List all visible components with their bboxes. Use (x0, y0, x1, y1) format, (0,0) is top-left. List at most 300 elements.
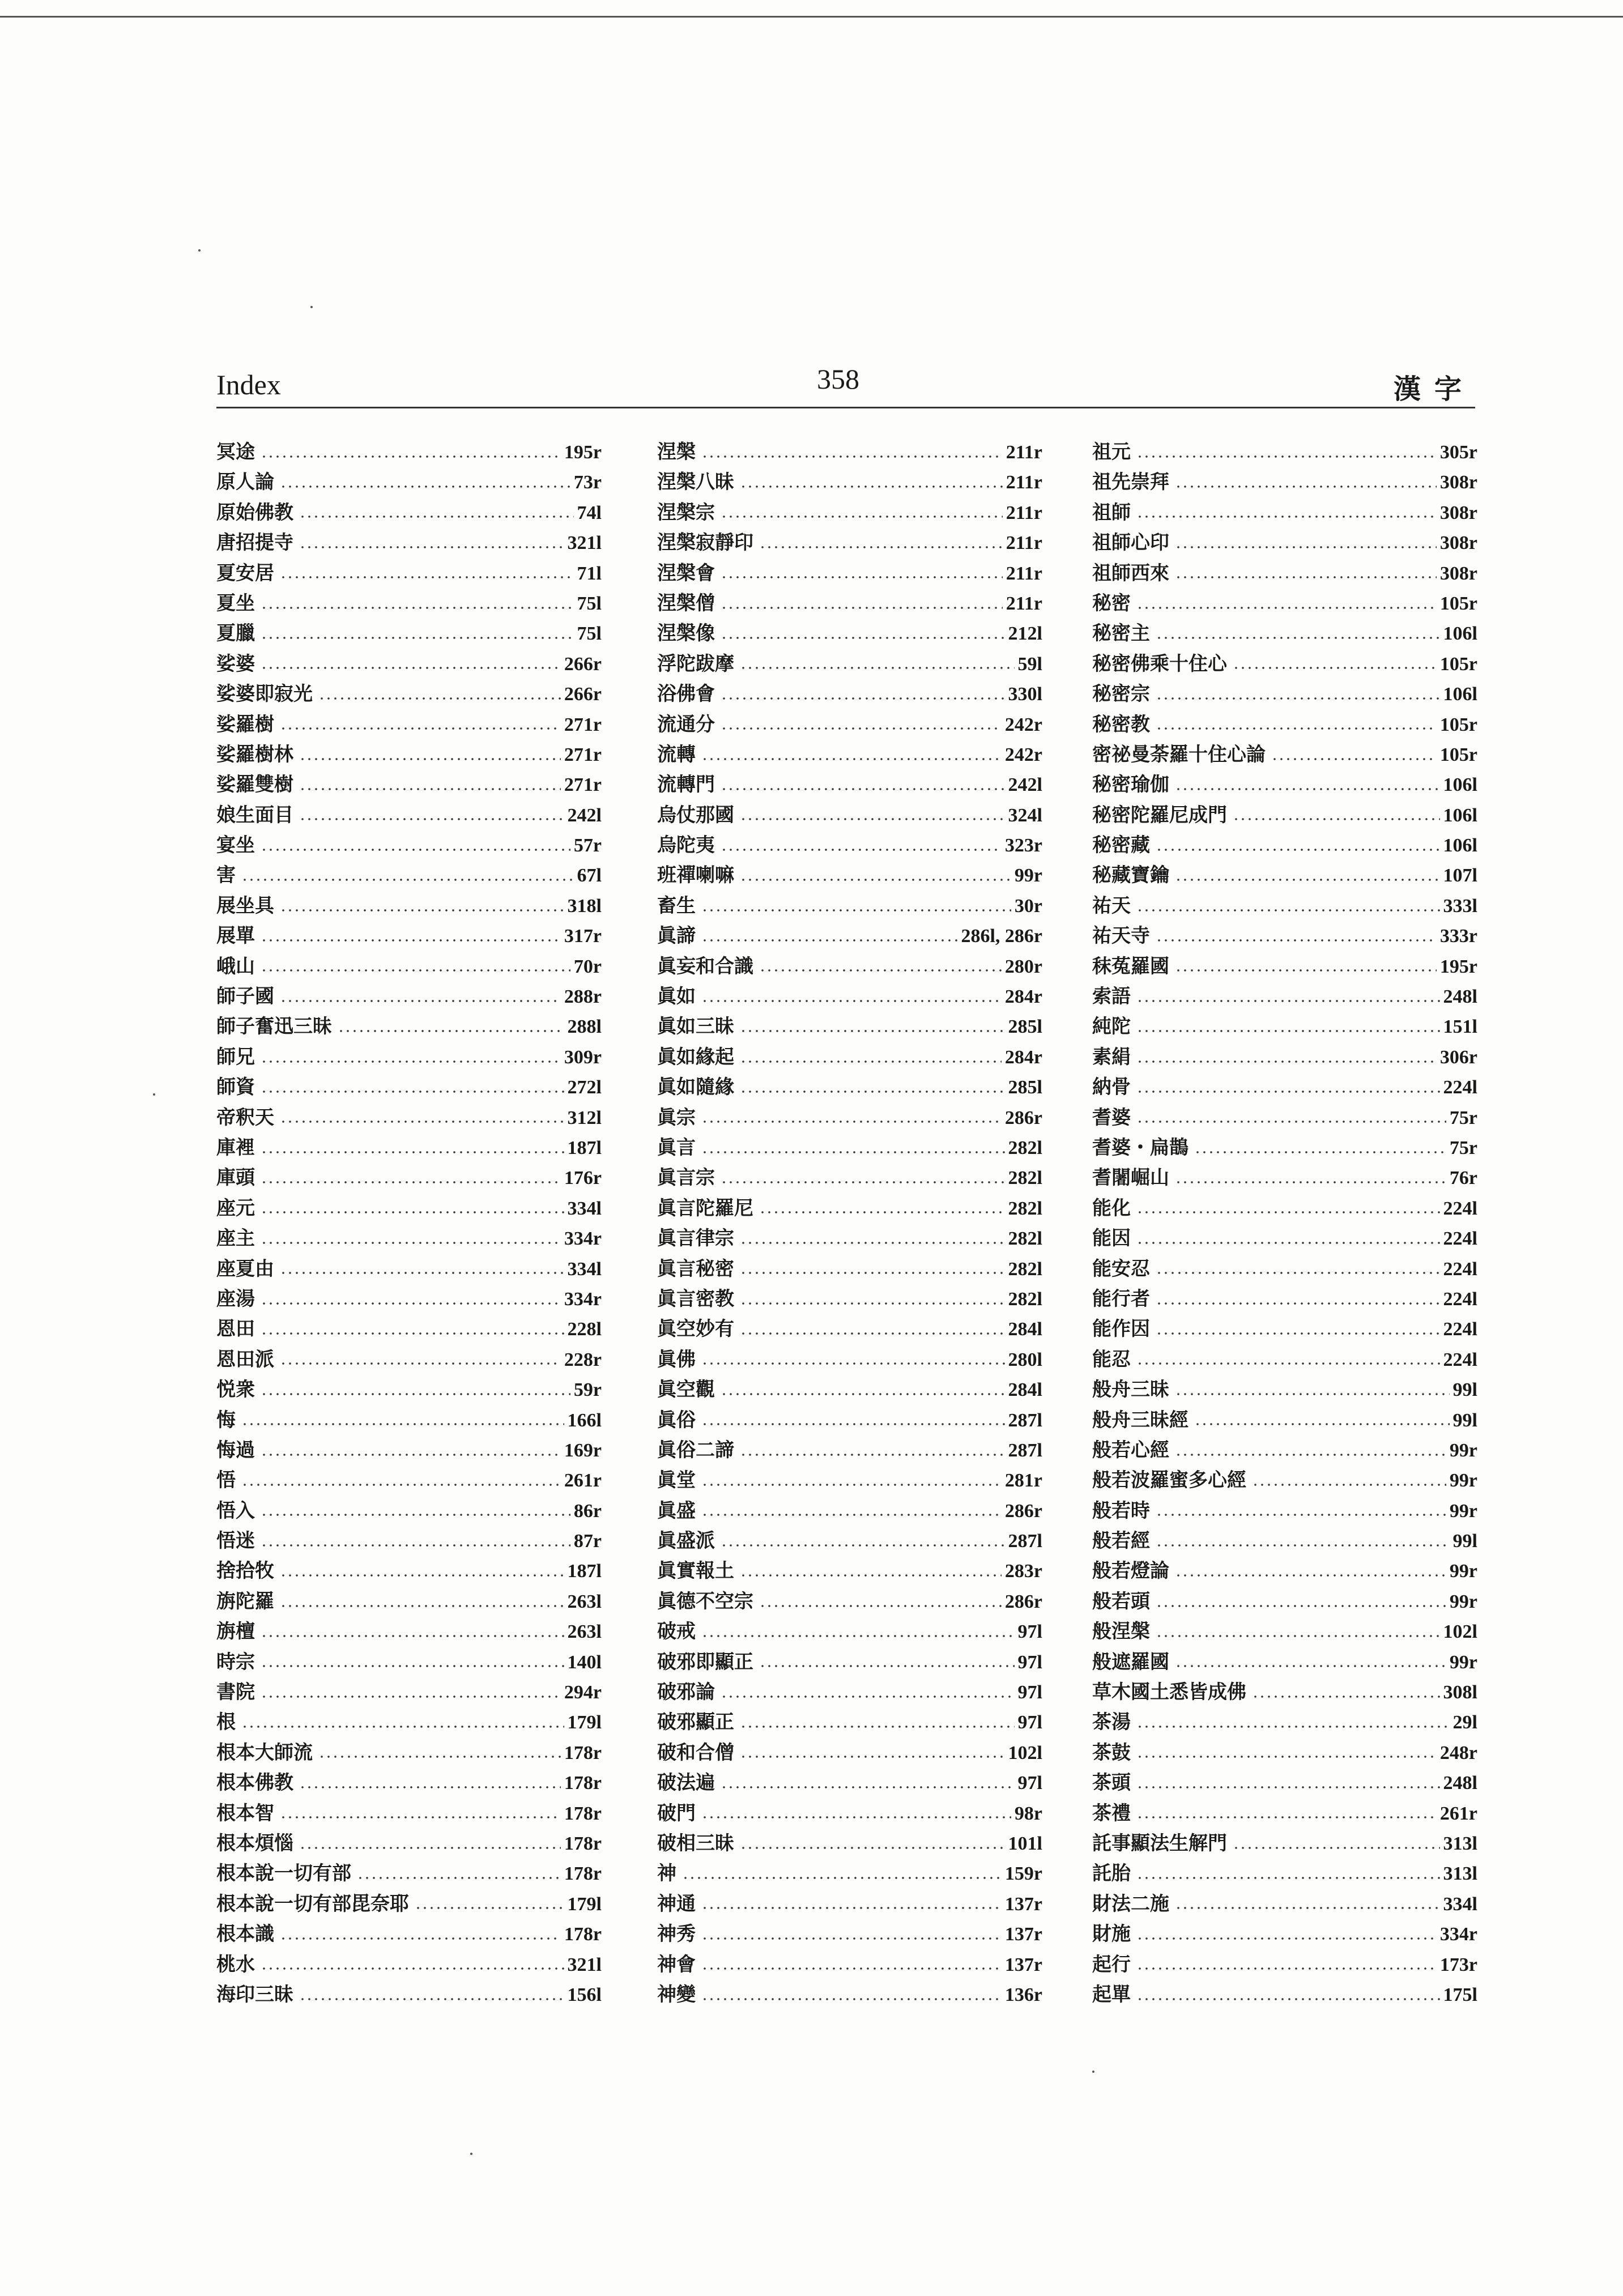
index-entry (657, 1707, 1042, 1737)
index-page-ref: 159r (1004, 1863, 1042, 1885)
dot-leader (1252, 1696, 1440, 1698)
index-term: 悦衆 (216, 1378, 255, 1402)
dot-leader (241, 1484, 561, 1486)
index-term: 破邪顯正 (657, 1711, 734, 1734)
index-term: 般舟三昧 (1092, 1378, 1169, 1402)
dot-leader (740, 1302, 1005, 1305)
index-column-3 (1092, 437, 1477, 2010)
index-term: 財法二施 (1092, 1892, 1169, 1915)
index-term: 班禪喇嘛 (657, 864, 734, 887)
index-entry (216, 861, 602, 891)
index-term: 師子奮迅三昧 (216, 1015, 332, 1038)
index-term: 起單 (1092, 1983, 1131, 2006)
dot-leader (1136, 1816, 1437, 1818)
index-entry (657, 589, 1042, 619)
index-term: 眞俗二諦 (657, 1438, 734, 1462)
index-page-ref: 266r (564, 653, 602, 675)
dot-leader (721, 516, 1003, 518)
dot-leader (299, 516, 574, 518)
dot-leader (721, 1181, 1005, 1183)
index-term: 耆婆・扁鵲 (1092, 1136, 1189, 1159)
dot-leader (1175, 788, 1440, 790)
index-entry (657, 1254, 1042, 1284)
index-term: 冥途 (216, 441, 255, 463)
dot-leader (740, 1030, 1005, 1032)
index-term: 茶頭 (1092, 1771, 1131, 1795)
dot-leader (280, 909, 564, 911)
index-term: 眞言宗 (657, 1166, 715, 1190)
dot-leader (299, 1998, 564, 2000)
dot-leader (701, 758, 1002, 760)
index-entry (657, 1556, 1042, 1586)
index-page-ref: 287l (1008, 1409, 1042, 1431)
index-entry (1092, 1587, 1477, 1617)
index-page-ref: 99r (1449, 1470, 1477, 1492)
index-term: 眞如三昧 (657, 1015, 734, 1038)
index-entry (216, 830, 602, 861)
index-term: 座元 (216, 1196, 255, 1220)
index-entry (1092, 1738, 1477, 1768)
index-entry (657, 861, 1042, 891)
dot-leader (1233, 1847, 1440, 1849)
index-page-ref: 306r (1439, 1046, 1477, 1068)
index-term: 夏坐 (216, 591, 255, 615)
dot-leader (261, 849, 570, 851)
index-term: 眞盛派 (657, 1530, 715, 1553)
index-entry (657, 1345, 1042, 1375)
dot-leader (1136, 1242, 1440, 1244)
index-term: 眞言秘密 (657, 1257, 734, 1280)
index-term: 根本佛教 (216, 1771, 293, 1795)
dot-leader (280, 1121, 564, 1123)
dot-leader (1136, 1967, 1437, 1970)
index-page-ref: 288l (567, 1016, 602, 1038)
index-term: 眞宗 (657, 1106, 696, 1129)
index-term: 娑羅樹林 (216, 743, 293, 766)
dot-leader (740, 1847, 1005, 1849)
index-page-ref: 286r (1004, 1591, 1042, 1612)
index-page-ref: 248l (1443, 986, 1477, 1008)
dot-leader (1175, 1574, 1446, 1577)
index-entry (657, 1405, 1042, 1435)
index-page-ref: 333r (1439, 926, 1477, 947)
index-term: 破法遍 (657, 1771, 715, 1795)
index-page-ref: 224l (1443, 1258, 1477, 1280)
index-term: 茶禮 (1092, 1801, 1131, 1825)
index-term: 唐招提寺 (216, 531, 293, 555)
index-page-ref: 211r (1006, 472, 1042, 493)
index-entry (657, 1012, 1042, 1042)
index-page-ref: 59r (573, 1379, 602, 1401)
index-entry (1092, 1647, 1477, 1677)
index-entry (1092, 1405, 1477, 1435)
index-term: 娘生面目 (216, 803, 293, 827)
index-term: 眞實報土 (657, 1560, 734, 1583)
index-page-ref: 140l (567, 1651, 602, 1673)
index-term: 般若心經 (1092, 1438, 1169, 1462)
index-entry (657, 1284, 1042, 1314)
index-term: 根 (216, 1711, 236, 1734)
index-entry (216, 770, 602, 800)
dot-leader (701, 1816, 1011, 1818)
dot-leader (280, 1937, 561, 1940)
index-term: 捨拾牧 (216, 1560, 274, 1583)
dot-leader (261, 1091, 564, 1093)
index-entry (216, 952, 602, 982)
index-entry (657, 891, 1042, 921)
dot-leader (261, 1393, 570, 1395)
index-entry (1092, 1768, 1477, 1798)
index-entry (1092, 740, 1477, 770)
index-term: 娑羅樹 (216, 713, 274, 736)
index-page-ref: 282l (1008, 1228, 1042, 1250)
dot-leader (721, 697, 1005, 700)
index-page-ref: 102l (1008, 1742, 1042, 1763)
index-entry (657, 649, 1042, 679)
index-term: 庫裡 (216, 1136, 255, 1159)
dot-leader (701, 455, 1003, 458)
index-entry (657, 1133, 1042, 1163)
index-page-ref: 323r (1004, 835, 1042, 857)
index-entry (657, 1072, 1042, 1102)
index-page-ref: 312l (567, 1107, 602, 1128)
index-page-ref: 284l (1008, 1379, 1042, 1401)
index-entry (657, 467, 1042, 497)
dot-leader (701, 909, 1011, 911)
dot-leader (701, 1635, 1015, 1637)
index-entry (657, 528, 1042, 558)
index-page-ref: 74l (577, 502, 602, 523)
dot-leader (701, 1484, 1002, 1486)
index-term: 師子國 (216, 985, 274, 1008)
index-term: 祐天 (1092, 894, 1131, 917)
index-entry (657, 437, 1042, 467)
index-term: 破和合僧 (657, 1741, 734, 1764)
index-entry (216, 1345, 602, 1375)
index-term: 神 (657, 1862, 676, 1885)
index-term: 原始佛教 (216, 501, 293, 524)
index-page-ref: 29l (1452, 1712, 1477, 1733)
dot-leader (721, 788, 1005, 790)
index-term: 庫頭 (216, 1166, 255, 1190)
index-term: 能作因 (1092, 1318, 1150, 1341)
dot-leader (1136, 516, 1437, 518)
index-term: 涅槃宗 (657, 501, 715, 524)
index-term: 害 (216, 864, 236, 887)
index-entry (1092, 619, 1477, 649)
index-page-ref: 287l (1008, 1439, 1042, 1461)
index-page-ref: 284l (1008, 1319, 1042, 1340)
index-term: 純陀 (1092, 1015, 1131, 1038)
index-entry (657, 740, 1042, 770)
index-entry (216, 1980, 602, 2010)
index-page-ref: 169r (564, 1439, 602, 1461)
index-page-ref: 211r (1006, 442, 1042, 463)
index-page-ref: 308r (1439, 502, 1477, 523)
index-term: 涅槃像 (657, 622, 715, 645)
dot-leader (261, 1211, 564, 1213)
index-entry (216, 1889, 602, 1919)
index-term: 般涅槃 (1092, 1620, 1150, 1643)
index-entry (657, 1859, 1042, 1889)
index-page-ref: 282l (1008, 1258, 1042, 1280)
dot-leader (1156, 1272, 1440, 1274)
index-entry (216, 1768, 602, 1798)
index-page-ref: 99r (1449, 1651, 1477, 1673)
index-entry (216, 800, 602, 830)
scan-speck (198, 249, 201, 252)
index-term: 座主 (216, 1227, 255, 1250)
index-term: 神會 (657, 1953, 696, 1976)
index-entry (1092, 1345, 1477, 1375)
index-term: 能化 (1092, 1196, 1131, 1220)
dot-leader (1156, 939, 1437, 942)
index-entry (657, 1829, 1042, 1859)
index-page-ref: 67l (577, 865, 602, 887)
index-entry (1092, 1677, 1477, 1707)
index-term: 悔 (216, 1408, 236, 1432)
dot-leader (740, 1272, 1005, 1274)
index-page-ref: 282l (1008, 1168, 1042, 1189)
index-term: 眞如隨緣 (657, 1076, 734, 1099)
index-page-ref: 59l (1017, 653, 1042, 675)
index-term: 破戒 (657, 1620, 696, 1643)
dot-leader (280, 576, 574, 578)
index-entry (657, 1375, 1042, 1405)
index-entry (1092, 1919, 1477, 1949)
index-entry (657, 619, 1042, 649)
index-entry (216, 982, 602, 1012)
index-term: 祖師心印 (1092, 531, 1169, 555)
index-term: 破邪論 (657, 1681, 715, 1704)
index-entry (1092, 830, 1477, 861)
index-page-ref: 224l (1443, 1198, 1477, 1219)
index-term: 祖先崇拜 (1092, 471, 1169, 494)
index-term: 財施 (1092, 1923, 1131, 1946)
index-term: 秘密瑜伽 (1092, 773, 1169, 796)
dot-leader (261, 1060, 561, 1063)
index-page-ref: 263l (567, 1621, 602, 1643)
index-entry (216, 740, 602, 770)
dot-leader (1156, 697, 1440, 700)
index-page-ref: 286r (1004, 1500, 1042, 1522)
index-page-ref: 305r (1439, 442, 1477, 463)
dot-leader (740, 667, 1015, 669)
index-entry (216, 1284, 602, 1314)
index-page-ref: 73r (573, 472, 602, 493)
dot-leader (701, 1121, 1002, 1123)
index-entry (216, 1466, 602, 1496)
index-entry (216, 891, 602, 921)
index-page-ref: 271r (564, 714, 602, 735)
index-term: 流轉 (657, 743, 696, 766)
index-page-ref: 281r (1004, 1470, 1042, 1492)
index-term: 眞佛 (657, 1348, 696, 1371)
index-page-ref: 308r (1439, 563, 1477, 584)
index-page-ref: 224l (1443, 1228, 1477, 1250)
index-term: 破門 (657, 1801, 696, 1825)
index-page-ref: 212l (1008, 623, 1042, 645)
index-page-ref: 75r (1449, 1137, 1477, 1158)
index-page-ref: 321l (567, 533, 602, 554)
index-page-ref: 107l (1443, 865, 1477, 887)
index-term: 眞言 (657, 1136, 696, 1159)
index-page-ref: 98r (1014, 1803, 1042, 1824)
index-page-ref: 280l (1008, 1349, 1042, 1370)
index-entry (657, 1194, 1042, 1224)
dot-leader (759, 969, 1002, 972)
index-entry (216, 467, 602, 497)
index-page-ref: 178r (564, 1924, 602, 1945)
dot-leader (1252, 1484, 1446, 1486)
dot-leader (261, 1514, 570, 1516)
index-page-ref: 156l (567, 1984, 602, 2005)
index-page-ref: 280r (1004, 956, 1042, 977)
index-page-ref: 195r (564, 442, 602, 463)
index-page-ref: 308l (1443, 1682, 1477, 1703)
index-term: 茶湯 (1092, 1711, 1131, 1734)
index-page-ref: 178r (564, 1773, 602, 1794)
index-term: 浮陀跋摩 (657, 652, 734, 675)
index-entry (216, 1194, 602, 1224)
index-term: 涅槃僧 (657, 591, 715, 615)
dot-leader (740, 1332, 1005, 1335)
index-page-ref: 97l (1017, 1621, 1042, 1643)
index-term: 流通分 (657, 713, 715, 736)
index-page-ref: 242l (1008, 774, 1042, 796)
index-entry (1092, 1042, 1477, 1072)
index-entry (1092, 1375, 1477, 1405)
index-page-ref: 137r (1004, 1924, 1042, 1945)
dot-leader (721, 576, 1003, 578)
index-term: 根本識 (216, 1923, 274, 1946)
dot-leader (721, 1786, 1015, 1788)
index-entry (1092, 1496, 1477, 1526)
index-page-ref: 178r (564, 1833, 602, 1854)
index-term: 根本說一切有部毘奈耶 (216, 1892, 409, 1915)
dot-leader (759, 546, 1003, 548)
header-rule (216, 407, 1475, 408)
index-term: 帝釈天 (216, 1106, 274, 1129)
index-entry (1092, 649, 1477, 679)
index-entry (216, 1556, 602, 1586)
index-term: 能行者 (1092, 1287, 1150, 1310)
index-page-ref: 282l (1008, 1198, 1042, 1219)
index-entry (216, 921, 602, 951)
index-page-ref: 105r (1439, 593, 1477, 614)
index-term: 旃檀 (216, 1620, 255, 1643)
index-page-ref: 75l (577, 623, 602, 645)
index-page-ref: 211r (1006, 502, 1042, 523)
index-entry (657, 830, 1042, 861)
index-page-ref: 99r (1014, 865, 1042, 887)
dot-leader (280, 1362, 561, 1365)
scan-speck (470, 2153, 472, 2155)
index-term: 夏安居 (216, 561, 274, 585)
index-page-ref: 151l (1443, 1016, 1477, 1038)
index-entry (1092, 1980, 1477, 2010)
index-page-ref: 286r (1004, 1107, 1042, 1128)
index-page-ref: 70r (573, 956, 602, 977)
dot-leader (1136, 1211, 1440, 1213)
dot-leader (261, 1544, 570, 1547)
index-entry (657, 770, 1042, 800)
index-term: 悟迷 (216, 1530, 255, 1553)
dot-leader (241, 879, 574, 881)
dot-leader (1156, 1332, 1440, 1335)
index-term: 般舟三昧經 (1092, 1408, 1189, 1432)
index-term: 起行 (1092, 1953, 1131, 1976)
index-page-ref: 99r (1449, 1439, 1477, 1461)
index-page-ref: 282l (1008, 1137, 1042, 1158)
index-entry (216, 1950, 602, 1980)
index-term: 展單 (216, 925, 255, 948)
index-page-ref: 266r (564, 684, 602, 705)
index-page-ref: 178r (564, 1863, 602, 1885)
index-page-ref: 105r (1439, 714, 1477, 735)
dot-leader (261, 1635, 564, 1637)
index-entry (216, 1617, 602, 1647)
dot-leader (299, 1847, 561, 1849)
index-page-ref: 97l (1017, 1682, 1042, 1703)
index-entry (216, 437, 602, 467)
index-entry (657, 559, 1042, 589)
index-entry (657, 1799, 1042, 1829)
dot-leader (338, 1030, 564, 1032)
dot-leader (1156, 1302, 1440, 1305)
dot-leader (261, 1332, 564, 1335)
dot-leader (1136, 1030, 1440, 1032)
index-term: 娑羅雙樹 (216, 773, 293, 796)
index-entry (657, 921, 1042, 951)
index-entry (216, 1435, 602, 1466)
index-page-ref: 271r (564, 744, 602, 765)
index-term: 納骨 (1092, 1076, 1131, 1099)
index-page-ref: 318l (567, 895, 602, 917)
dot-leader (1136, 1362, 1440, 1365)
dot-leader (261, 607, 574, 609)
index-page-ref: 334l (1443, 1893, 1477, 1915)
index-entry (1092, 1163, 1477, 1193)
dot-leader (1175, 576, 1437, 578)
index-term: 畜生 (657, 894, 696, 917)
dot-leader (721, 607, 1003, 609)
index-page-ref: 97l (1017, 1712, 1042, 1733)
index-term: 恩田派 (216, 1348, 274, 1371)
page-header (216, 363, 1475, 405)
index-page-ref: 261r (564, 1470, 602, 1492)
index-entry (216, 1103, 602, 1133)
index-term: 涅槃 (657, 441, 696, 463)
dot-leader (280, 1272, 564, 1274)
index-page-ref: 137r (1004, 1954, 1042, 1975)
index-entry (216, 1496, 602, 1526)
index-term: 眞盛 (657, 1499, 696, 1522)
index-entry (1092, 921, 1477, 951)
index-entry (216, 1587, 602, 1617)
dot-leader (721, 727, 1002, 730)
index-entry (216, 1224, 602, 1254)
index-entry (1092, 1617, 1477, 1647)
index-entry (657, 1042, 1042, 1072)
dot-leader (1175, 1665, 1446, 1667)
dot-leader (1136, 1091, 1440, 1093)
index-page-ref: 71l (577, 563, 602, 584)
dot-leader (701, 1151, 1005, 1153)
index-page-ref: 211r (1006, 593, 1042, 614)
index-term: 悟入 (216, 1499, 255, 1522)
dot-leader (261, 1665, 564, 1667)
